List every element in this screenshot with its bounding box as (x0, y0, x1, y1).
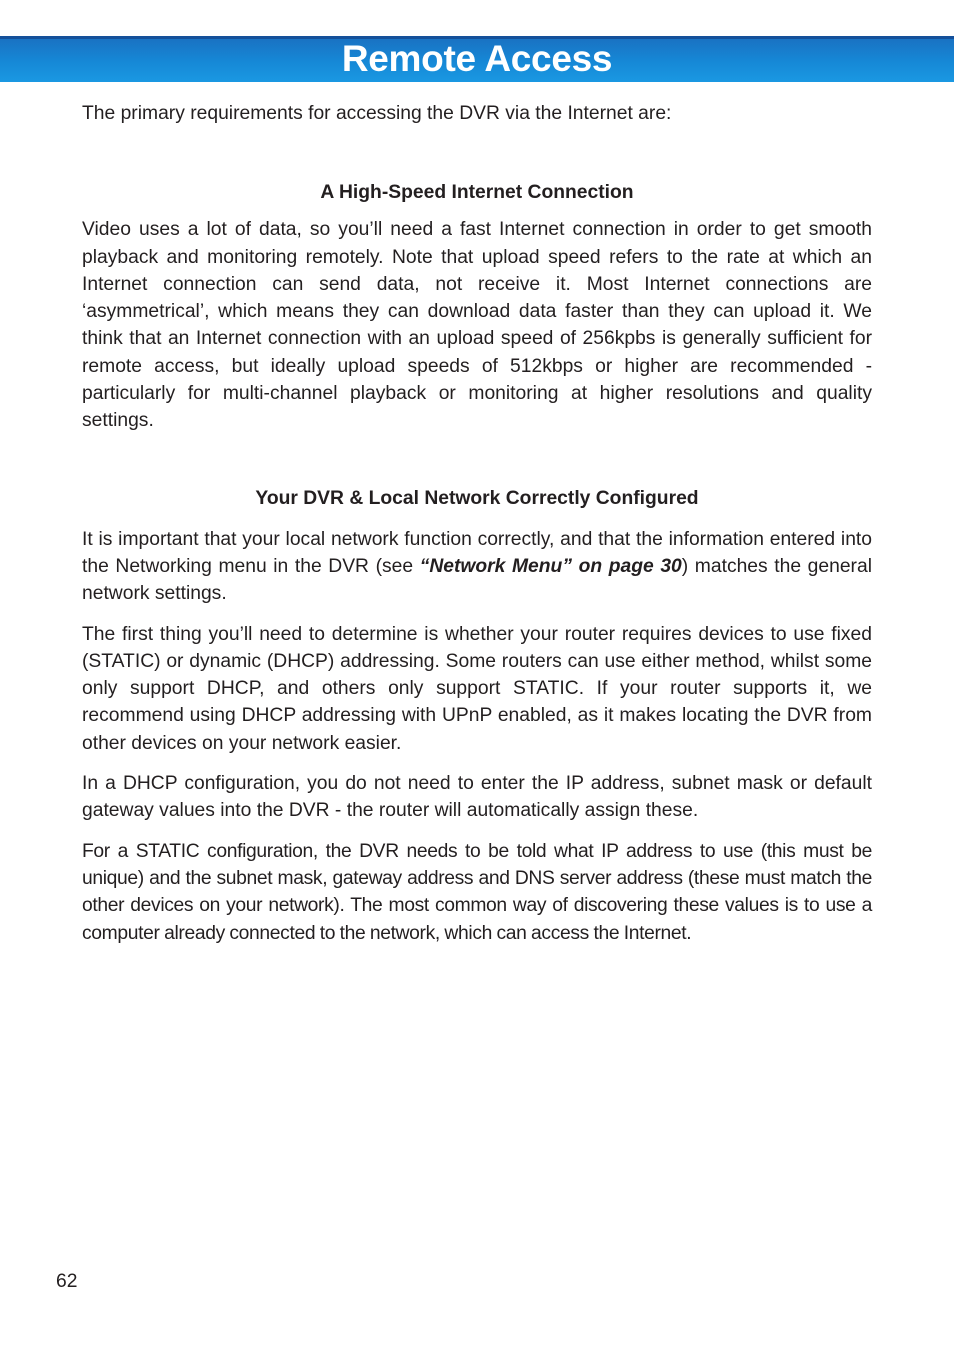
page-content (82, 100, 872, 947)
intro-paragraph: The primary requirements for accessing the DVR via the Internet are: (82, 103, 672, 124)
network-menu-cross-reference[interactable]: “Network Menu” on page 30 (419, 555, 682, 577)
internet-connection-paragraph: Video uses a lot of data, so you’ll need a fast Internet connection in order to get smooth playback and monitoring remotely. Note that upload speed refers to the rate at which an Internet connection can send data, not receive it. Most Internet connections are ‘asymmetrical’, which means they can download data faster than they can upload it. We think that an Internet connection with an upload speed of 256kpbs is generally sufficient for remote access, but ideally upload speeds of 512kbps or higher are recommended - particularly for multi-channel playback or monitoring at higher resolutions and quality settings. (82, 219, 872, 432)
title-bar (0, 36, 954, 82)
network-paragraph-4: For a STATIC configuration, the DVR needs to be told what IP address to use (this must be unique) and the subnet mask, gateway address and DNS server address (these must match the other devices on your network). The most common way of discovering these values is to use a computer already connected to the network, which can access the Internet. (82, 840, 872, 944)
page-title: Remote Access (341, 38, 613, 79)
network-paragraph-3: In a DHCP configuration, you do not need to enter the IP address, subnet mask or default gateway values into the DVR - the router will automatically assign these. (82, 773, 872, 822)
network-paragraph-1-text-b: ) matches the general network settings. (82, 555, 872, 605)
network-paragraph-1 (82, 526, 872, 608)
network-paragraph-1-text-a: It is important that your local network function correctly, and that the information entered into the Networking menu in the DVR (see (82, 528, 872, 577)
page-number: 62 (56, 1271, 78, 1292)
section-heading-internet-connection: A High-Speed Internet Connection (320, 182, 634, 204)
section-heading-dvr-network: Your DVR & Local Network Correctly Configured (255, 487, 699, 509)
network-paragraph-2: The first thing you’ll need to determine is whether your router requires devices to use fixed (STATIC) or dynamic (DHCP) addressing. Some routers can use either method, whilst some only support DHCP, and others only support STATIC. If your router supports it, we recommend using DHCP addressing with UPnP enabled, as it makes locating the DVR from other devices on your network easier. (82, 623, 872, 754)
